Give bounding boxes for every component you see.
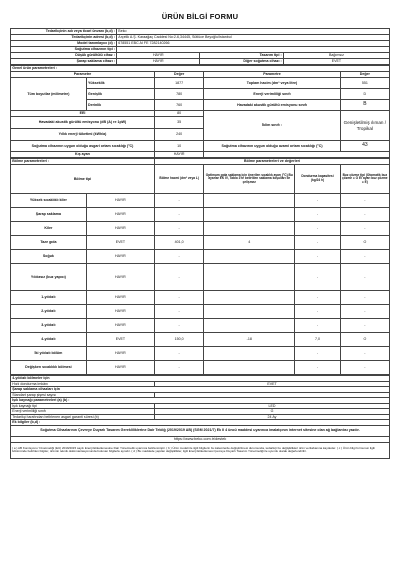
supplier-address-label: Tedarikçinin adresi (b,d) : [11, 35, 117, 41]
compartment-defrost: - [340, 208, 389, 222]
compartment-name: Değişken sıcaklıklı bölmesi [11, 361, 87, 375]
compartment-name: 1-yıldızlı [11, 291, 87, 305]
compartment-temp [204, 319, 295, 333]
compartment-name: Yıldızsız (buz yapıcı) [11, 264, 87, 291]
max-temp-label: Soğutma cihazının uygun olduğu azami ortam sıcaklığı (°C) [204, 141, 340, 152]
eei-label: EEI [11, 111, 155, 117]
compartment-freeze: - [295, 222, 340, 236]
compartment-table [10, 158, 390, 375]
total-volume-label: Toplam hacim (dm³ veya litre) [204, 78, 340, 89]
compartment-freeze: - [295, 361, 340, 375]
supplier-address-value: Arçelik A.Ş. Karaağaç Caddesi No:2-6,34445, Sütlüce Beyoğlu/İstanbul [117, 35, 390, 41]
compartment-row [11, 264, 390, 291]
compartment-temp [204, 347, 295, 361]
compartment-present: EVET [86, 333, 154, 347]
depth-value: 760 [155, 100, 204, 111]
light-type-label: Işık kaynağı tipi [11, 403, 155, 409]
appliance-type-label: Soğutma cihazının tipi : [11, 47, 117, 53]
compartment-temp [204, 250, 295, 264]
compartment-row [11, 222, 390, 236]
compartment-name: 2-yıldızlı [11, 305, 87, 319]
compartment-temp: -18 [204, 333, 295, 347]
compartment-present: HAYIR [86, 347, 154, 361]
wine-appliance-label: Şarap saklama cihazı : [11, 59, 117, 65]
compartment-name: 4-yıldızlı [11, 333, 87, 347]
eei-value: 80 [155, 111, 204, 117]
model-value: 678551 EBC AI FE 7282140266 [117, 41, 390, 47]
compartment-volume: - [155, 291, 204, 305]
compartment-volume: - [155, 305, 204, 319]
compartment-name: Yüksek sıcaklıklı kiler [11, 194, 87, 208]
compartment-name: Taze gıda [11, 236, 87, 250]
compartment-freeze: - [295, 291, 340, 305]
footnote: ( a ) AB Komisyonu Yönetmeliği (EU) 2019/2015 sayılı Enerji Etiketlemesine Dair Yönetmelik uyarınca belirlenmiştir. ( b ) Ürün modeli ile ilgili bilgilerin bu kalemlerde değiştirilmesi durumunda, tedarikçi bu değişiklikleri ürün veritabanına kaydeder. ( c ) Ürün bilgi formunun ilgili bölümünde belirtilen bilgiler, ürünün teknik dokümantasyonunda bulunan bilgilerle aynıdır. ( d ) Bu maddede yapılan değişiklikler, ilgili Enerji Etiketlemesi Çevreye Duyarlı Tasarım Yönetmeliği ile uyumlu olarak değerlendirilir. [11, 442, 390, 458]
compartment-volume: - [155, 347, 204, 361]
wine-appliance-value: HAYIR [117, 59, 200, 65]
compartment-defrost: - [340, 264, 389, 291]
compartment-temp [204, 291, 295, 305]
noise-class-label: Havadaki akustik gürültü emisyonu sınıfı [204, 100, 340, 111]
compartment-name: Kiler [11, 222, 87, 236]
compartment-volume: - [155, 264, 204, 291]
compartment-row [11, 319, 390, 333]
compartment-freeze-header: Dondurma kapasitesi (kg/24 h) [295, 165, 340, 194]
width-value: 780 [155, 89, 204, 100]
compartment-name: Şarap saklama [11, 208, 87, 222]
winter-label: Kış ayarı [11, 152, 155, 158]
energy-class-label: Enerji verimliliği sınıfı [204, 89, 340, 100]
compartment-temp-header: Optimum gıda saklama için önerilen sıcaklık ayarı (°C) Bu ayarlar EK IV, Tablo 3'te belirtilen saklama koşulları ile çelişmez [204, 165, 295, 194]
warranty-value: 24 Ay [155, 414, 390, 420]
supplier-table [10, 28, 390, 65]
compartment-temp [204, 222, 295, 236]
compartment-volume: - [155, 319, 204, 333]
compartment-present: HAYIR [86, 305, 154, 319]
compartment-freeze: - [295, 305, 340, 319]
width-label: Genişlik [86, 89, 154, 100]
compartment-temp [204, 264, 295, 291]
compartment-temp [204, 208, 295, 222]
wine-bottles-label: Standart şarap şişesi sayısı [11, 392, 155, 398]
fast-freeze-value: EVET [155, 381, 390, 387]
general-heading: Genel ürün parametreleri : [11, 66, 390, 72]
light-class-value: G [155, 409, 390, 415]
compartment-defrost: - [340, 305, 389, 319]
compartment-temp [204, 305, 295, 319]
compartment-defrost: - [340, 347, 389, 361]
compartment-row [11, 236, 390, 250]
warranty-label: Tedarikçi tarafından belirlenen asgari garanti süresi (b) [11, 414, 155, 420]
general-col-value: Değer [155, 72, 204, 78]
winter-value: HAYIR [155, 152, 204, 158]
noise-value: 35 [155, 117, 204, 129]
compartment-row [11, 291, 390, 305]
compartment-heading: Bölme parametreleri : [11, 159, 155, 165]
general-col-param: Parametre [11, 72, 155, 78]
design-type-value: Bağımsız [283, 53, 389, 59]
compartment-temp [204, 361, 295, 375]
compartment-freeze: - [295, 194, 340, 208]
energy-class-value: D [340, 89, 389, 100]
compartment-freeze: - [295, 347, 340, 361]
compartment-present: EVET [86, 236, 154, 250]
compartment-volume: 150,0 [155, 333, 204, 347]
compartment-defrost: - [340, 250, 389, 264]
model-label: Model tanımlayıcı (d) : [11, 41, 117, 47]
extra-info-heading: Ek bilgiler (b,d) : [11, 420, 390, 426]
low-noise-value: HAYIR [117, 53, 200, 59]
compartment-present: HAYIR [86, 264, 154, 291]
compartment-row [11, 333, 390, 347]
compartment-temp: 4 [204, 236, 295, 250]
compartment-values-heading: Bölme parametreleri ve değerleri [155, 159, 390, 165]
energy-consumption-label: Yıllık enerji tüketimi (kWh/a) [11, 129, 155, 141]
supplier-name-label: Tedarikçinin adı veya ticari ünvanı (b,d) : [11, 29, 117, 35]
compartment-present: HAYIR [86, 222, 154, 236]
compartment-freeze: - [295, 264, 340, 291]
design-type-label: Tasarım tipi : [200, 53, 283, 59]
min-temp-value: 10 [155, 141, 204, 152]
compartment-row [11, 194, 390, 208]
height-label: Yükseklik [86, 78, 154, 89]
compartment-temp [204, 194, 295, 208]
compartment-type-header: Bölme tipi [11, 165, 155, 194]
compartment-present: HAYIR [86, 194, 154, 208]
max-temp-value: 43 [340, 141, 389, 152]
min-temp-label: Soğutma cihazının uygun olduğu asgari ortam sıcaklığı (°C) [11, 141, 155, 152]
support-link[interactable]: https://www.beko.com.tr/destek [11, 436, 390, 442]
page-title: ÜRÜN BİLGİ FORMU [161, 12, 239, 21]
compartment-present: HAYIR [86, 250, 154, 264]
compartment-present: HAYIR [86, 319, 154, 333]
compartment-defrost: - [340, 222, 389, 236]
compartment-freeze: 7,0 [295, 333, 340, 347]
compartment-defrost: - [340, 291, 389, 305]
compartment-name: Soğuk [11, 250, 87, 264]
compartment-present: HAYIR [86, 291, 154, 305]
compartment-defrost: - [340, 319, 389, 333]
compartment-volume: - [155, 250, 204, 264]
compartment-row [11, 361, 390, 375]
compartment-row [11, 305, 390, 319]
compartment-volume: - [155, 208, 204, 222]
compartment-freeze: - [295, 208, 340, 222]
general-params-table [10, 65, 390, 158]
noise-class-value: B [340, 100, 389, 111]
total-volume-value: 551 [340, 78, 389, 89]
compartment-defrost: - [340, 194, 389, 208]
compartment-volume: - [155, 361, 204, 375]
light-class-label: Enerji verimliliği sınıfı [11, 409, 155, 415]
height-value: 1877 [155, 78, 204, 89]
climate-class-value: Genişletilmiş ılıman / Tropikal [340, 111, 389, 141]
compartment-volume-header: Bölme hacmi (dm³ veya L) [155, 165, 204, 194]
fast-freeze-label: Hızlı dondurma imkânı [11, 381, 155, 387]
compartment-row [11, 347, 390, 361]
dimensions-label: Tüm boyutlar (milimetre) [11, 78, 87, 111]
climate-class-label: İklim sınıfı : [204, 111, 340, 141]
compartment-row [11, 208, 390, 222]
additional-info-table [10, 375, 390, 459]
low-noise-label: Düşük gürültülü cihaz : [11, 53, 117, 59]
energy-consumption-value: 240 [155, 129, 204, 141]
compartment-freeze: - [295, 319, 340, 333]
depth-label: Derinlik [86, 100, 154, 111]
noise-label: Havadaki akustik gürültü emisyonu (dB (A) re 1pW) [11, 117, 155, 129]
compartment-defrost: O [340, 236, 389, 250]
compartment-name: İki yıldızlı bölüm [11, 347, 87, 361]
compartment-present: HAYIR [86, 208, 154, 222]
product-info-form [10, 0, 390, 459]
compartment-freeze: - [295, 236, 340, 250]
compartment-defrost: O [340, 333, 389, 347]
wine-heading: Şarap saklama cihazları için [11, 387, 390, 393]
regulation-text: Soğutma Cihazlarının Çevreye Duyarlı Tasarım Gerekliliklerine Dair Tebliğ (2019/2019 AB) (SGM 2021/7) Ek II 4 üncü maddesi uyarınca imalatçının internet sitesine olan ağ bağlantısı yazılır. [11, 425, 390, 436]
compartment-volume: - [155, 194, 204, 208]
light-heading: Işık kaynağı parametreleri (a) (b) : [11, 398, 390, 404]
general-col-value-2: Değer [340, 72, 389, 78]
compartment-volume: - [155, 222, 204, 236]
compartment-rows [11, 194, 390, 375]
compartment-freeze: - [295, 250, 340, 264]
compartment-row [11, 250, 390, 264]
light-type-value: LED [155, 403, 390, 409]
supplier-name-value: Beko [117, 29, 390, 35]
compartment-volume: 401,0 [155, 236, 204, 250]
compartment-defrost: - [340, 361, 389, 375]
compartment-name: 3-yıldızlı [11, 319, 87, 333]
general-col-param-2: Parametre [204, 72, 340, 78]
compartment-present: HAYIR [86, 361, 154, 375]
fourstar-heading: 4-yıldızlı bölmeler için [11, 376, 390, 382]
compartment-defrost-header: Buz çözme tipi (Otomatik buz çözme = O El ayarı buz çözme = E) [340, 165, 389, 194]
other-appliance-value: EVET [283, 59, 389, 65]
other-appliance-label: Diğer soğutma cihazı : [200, 59, 283, 65]
